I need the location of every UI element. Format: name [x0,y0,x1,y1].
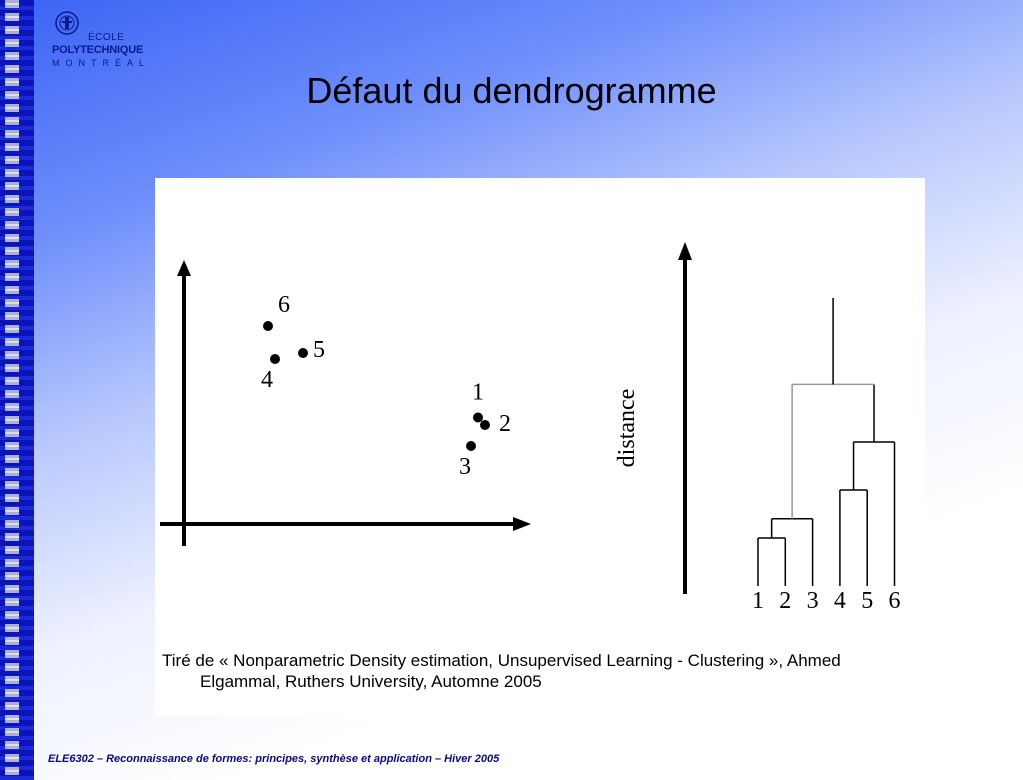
scatter-point-6 [263,321,273,331]
scatter-point-4 [270,354,280,364]
dendrogram [752,298,901,614]
scatter-x-arrowhead [513,517,531,531]
dendrogram-axis [614,242,692,594]
seal-icon [54,10,80,36]
dendrogram-leaf-label-2: 2 [779,588,792,614]
dendrogram-axis-label: distance [614,388,640,468]
left-decorative-strip [0,0,34,780]
dendrogram-leaf-label-6: 6 [888,588,901,614]
scatter-point-3 [466,441,476,451]
school-logo [48,10,163,70]
dendrogram-axis-arrowhead [678,242,692,260]
scatter-point-label-2: 2 [499,411,511,437]
scatter-point-label-6: 6 [278,292,290,318]
scatter-points [261,292,511,480]
scatter-point-label-4: 4 [261,367,273,393]
logo-line-polytechnique: POLYTECHNIQUE [52,44,144,56]
logo-line-montreal: MONTRÉAL [52,58,151,68]
slide-footer: ELE6302 – Reconnaissance de formes: principes, synthèse et application – Hiver 2005 [48,753,500,765]
caption-text: Tiré de « Nonparametric Density estimation, Unsupervised Learning - Clustering », Ahmed Elgammal, Ruthers University, Automne 2005 [162,651,841,691]
dendrogram-leaf-label-3: 3 [806,588,819,614]
scatter-y-arrowhead [177,260,191,276]
dendrogram-leaf-label-4: 4 [833,588,846,614]
scatter-point-label-5: 5 [313,337,325,363]
figure-svg [155,178,925,646]
scatter-point-1 [473,413,483,423]
logo-line-ecole: ÉCOLE [88,32,125,43]
dendrogram-leaf-label-5: 5 [861,588,874,614]
scatter-point-2 [480,420,490,430]
scatter-point-5 [298,348,308,358]
figure-caption [155,646,925,716]
dendrogram-leaf-label-1: 1 [752,588,764,614]
figure-panel [155,178,925,646]
scatter-point-label-1: 1 [472,379,484,406]
scatter-point-label-3: 3 [459,454,471,480]
slide-title: Défaut du dendrogramme [306,70,717,111]
